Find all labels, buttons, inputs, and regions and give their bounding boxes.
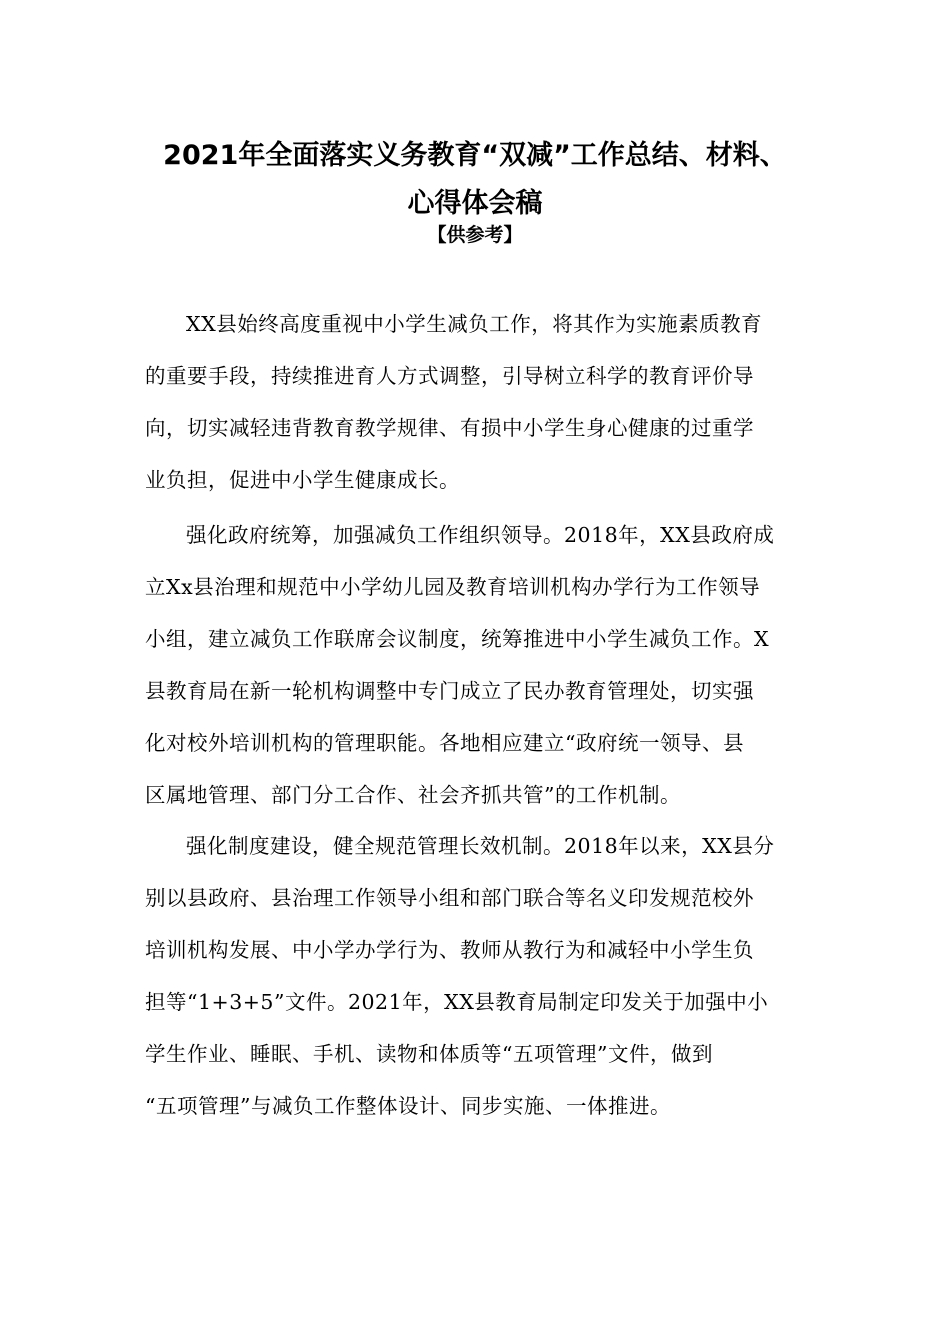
paragraph-line: 小组，建立减负工作联席会议制度，统筹推进中小学生减负工作。X	[145, 627, 770, 651]
paragraph-line: 向，切实减轻违背教育教学规律、有损中小学生身心健康的过重学	[145, 416, 754, 440]
paragraph-line: XX县始终高度重视中小学生减负工作，将其作为实施素质教育	[186, 312, 763, 336]
document-title-line-2: 心得体会稿	[407, 188, 543, 219]
paragraph-line: 区属地管理、部门分工合作、社会齐抓共管”的工作机制。	[145, 783, 681, 807]
paragraph-line: 的重要手段，持续推进育人方式调整，引导树立科学的教育评价导	[145, 364, 754, 388]
paragraph-line: 立Xx县治理和规范中小学幼儿园及教育培训机构办学行为工作领导	[145, 575, 761, 599]
paragraph-line: 强化制度建设，健全规范管理长效机制。2018年以来，XX县分	[186, 834, 775, 858]
paragraph-line: “五项管理”与减负工作整体设计、同步实施、一体推进。	[145, 1094, 671, 1118]
paragraph-3	[145, 820, 815, 1132]
paragraph-line: 业负担，促进中小学生健康成长。	[145, 468, 460, 492]
paragraph-line: 担等“1+3+5”文件。2021年，XX县教育局制定印发关于加强中小	[145, 990, 769, 1014]
paragraph-line: 学生作业、睡眠、手机、读物和体质等“五项管理”文件，做到	[145, 1042, 713, 1066]
paragraph-line: 培训机构发展、中小学办学行为、教师从教行为和减轻中小学生负	[145, 938, 754, 962]
document-subtitle: 【供参考】	[427, 224, 523, 246]
paragraph-1	[145, 298, 815, 506]
paragraph-line: 县教育局在新一轮机构调整中专门成立了民办教育管理处，切实强	[145, 679, 754, 703]
paragraph-2	[145, 509, 815, 821]
paragraph-line: 强化政府统筹，加强减负工作组织领导。2018年，XX县政府成	[186, 523, 775, 547]
document-title-line-1: 2021年全面落实义务教育“双减”工作总结、材料、	[163, 140, 787, 171]
paragraph-line: 化对校外培训机构的管理职能。各地相应建立“政府统一领导、县	[145, 731, 744, 755]
paragraph-line: 别以县政府、县治理工作领导小组和部门联合等名义印发规范校外	[145, 886, 754, 910]
